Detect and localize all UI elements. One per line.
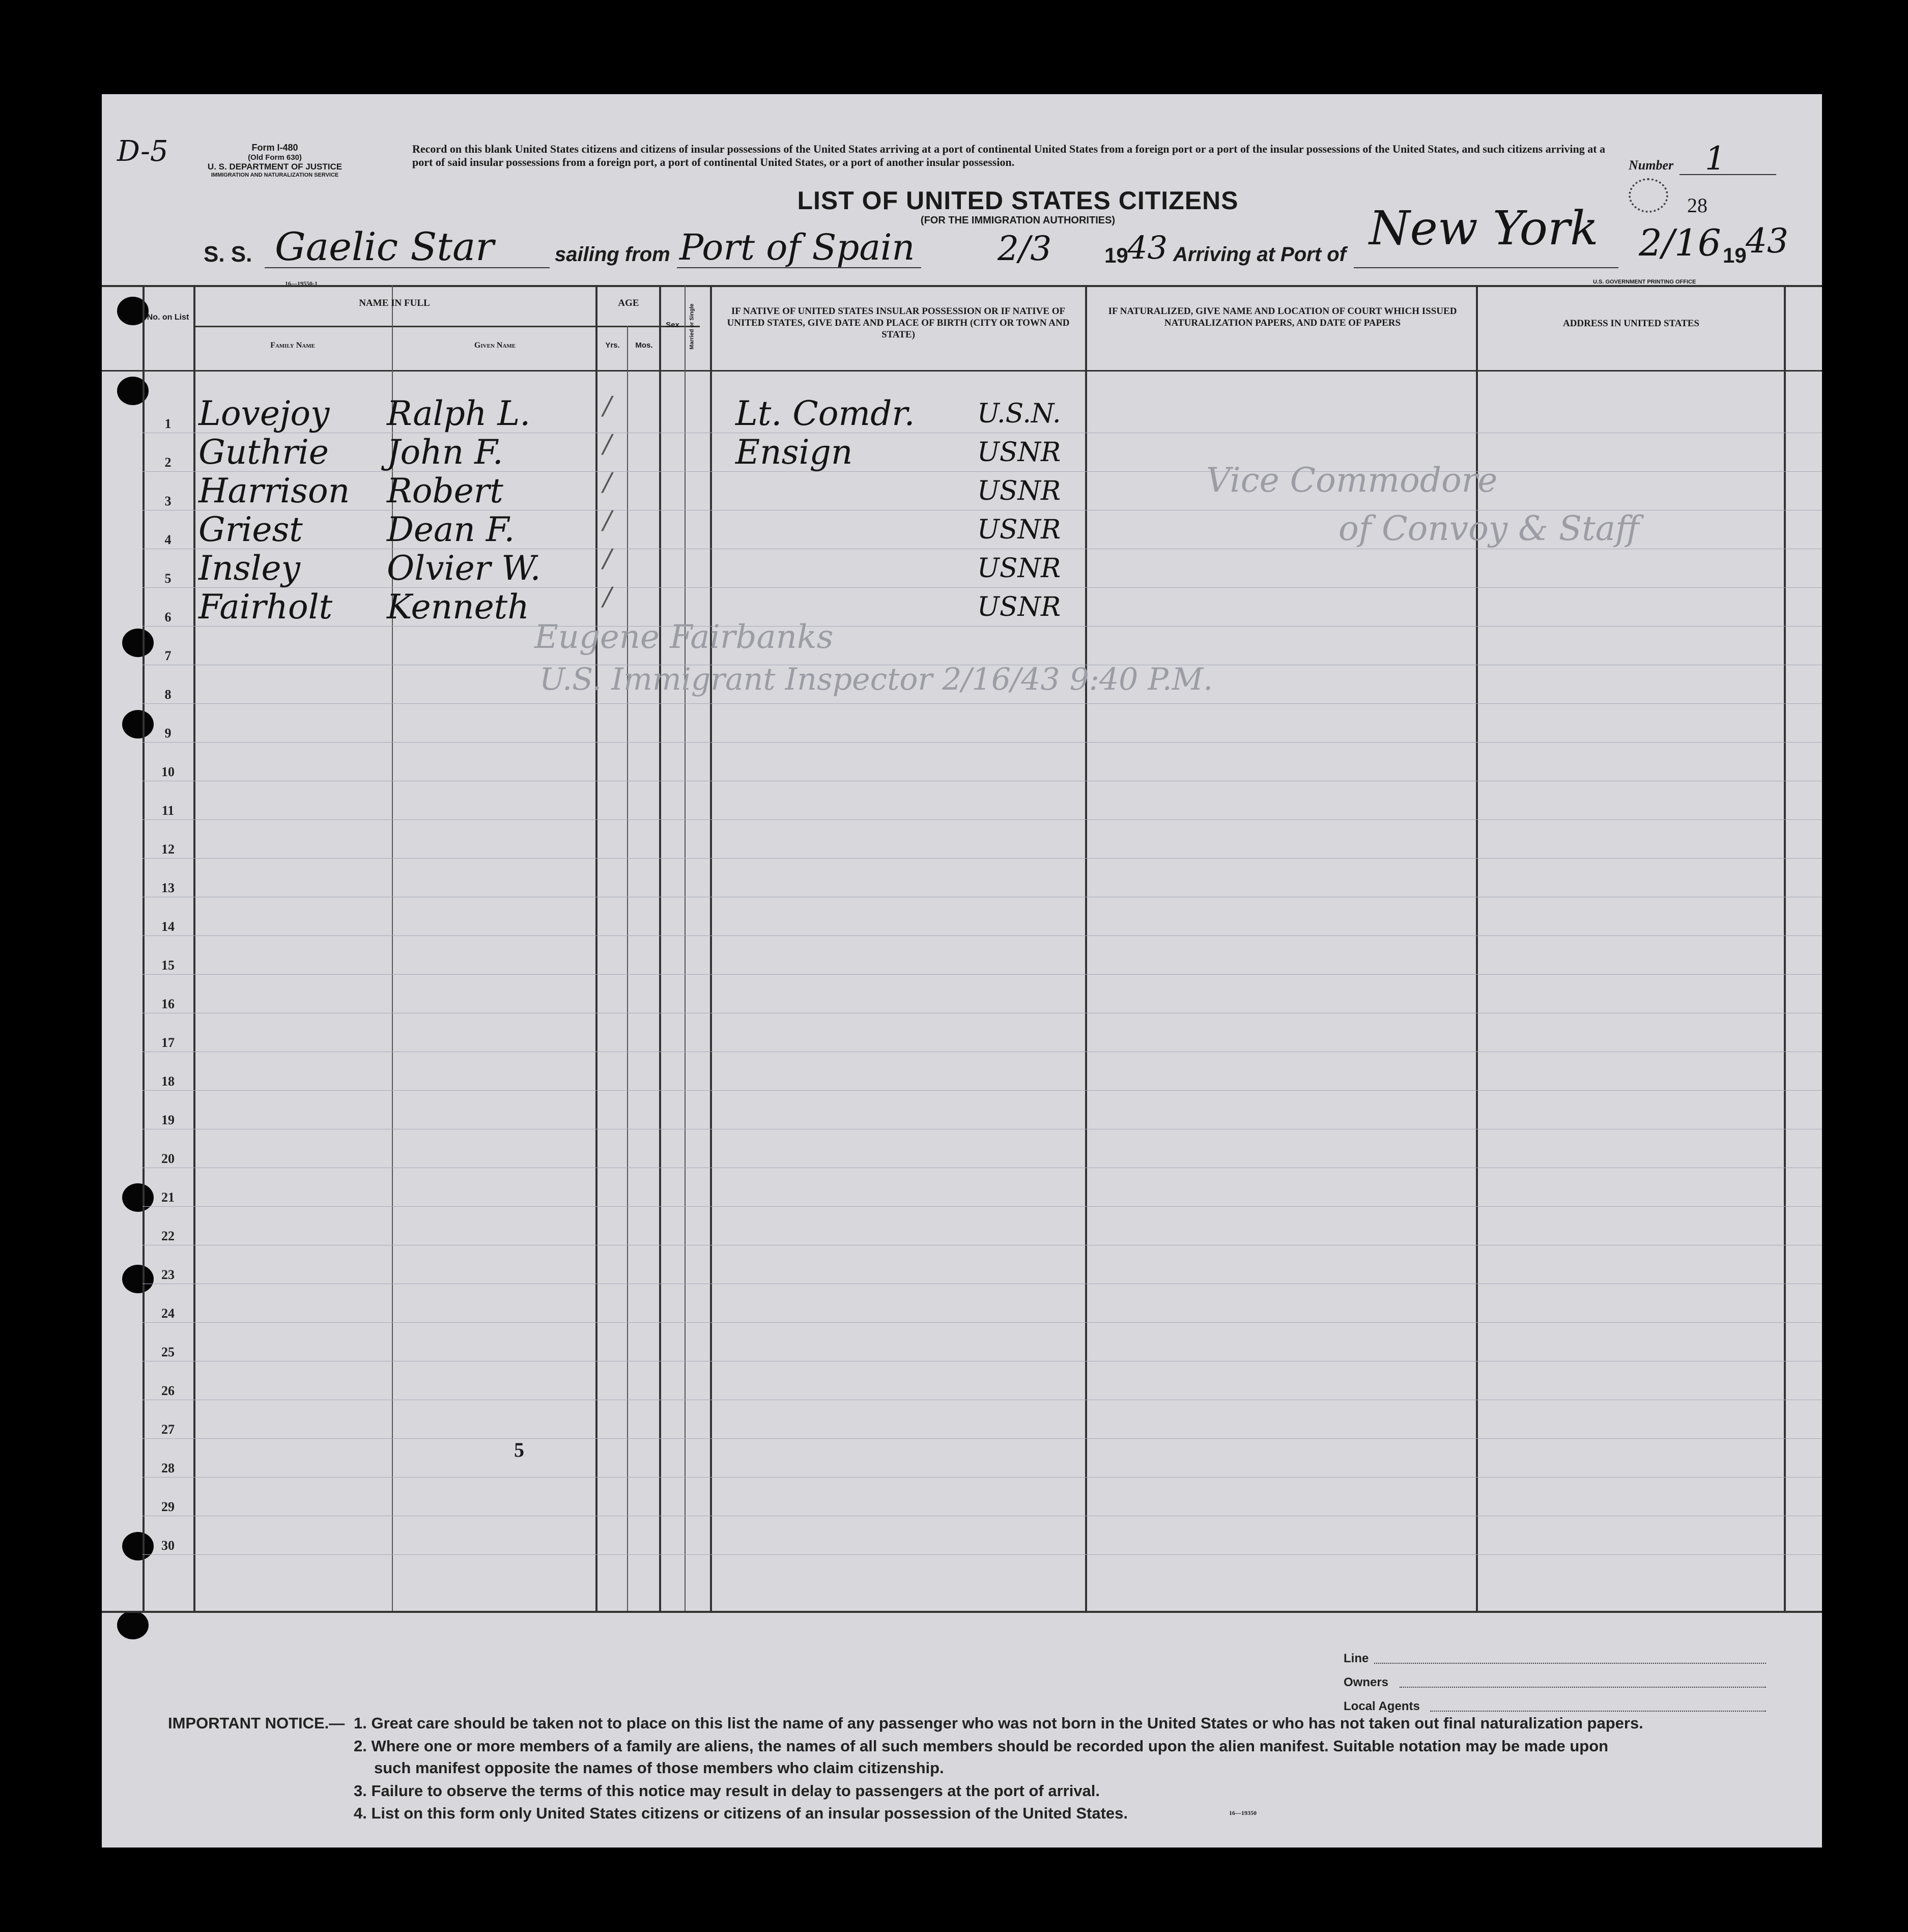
- departure-port-underline: [677, 267, 921, 268]
- service-cell: USNR: [977, 553, 1061, 584]
- corner-mark: D-5: [117, 135, 168, 168]
- service-cell: USNR: [977, 515, 1061, 545]
- col-divider: [1085, 285, 1087, 1611]
- number-label: Number: [1629, 158, 1674, 173]
- rank-cell: Ensign: [735, 433, 853, 472]
- department: U. S. DEPARTMENT OF JUSTICE: [207, 162, 343, 172]
- line-number: 17: [161, 1035, 175, 1050]
- notice-label: IMPORTANT NOTICE.—: [168, 1714, 345, 1732]
- departure-year: 43: [1127, 229, 1167, 266]
- col-header-address: ADDRESS IN UNITED STATES: [1562, 318, 1699, 329]
- line-number: 4: [164, 532, 172, 547]
- col-divider: [627, 326, 628, 1611]
- col-header-age: AGE: [618, 298, 639, 308]
- line-number: 23: [161, 1267, 175, 1282]
- instructions: Record on this blank United States citizens and citizens of insular possessions of the United States arriving at a port of continental United States from a foreign port or a port of the insular possessions of the United States, and such citizens arriving at a port of said insular possessions from a foreign port, a port of continental United States, or a port of another insular possession.: [412, 143, 1606, 168]
- line-number: 20: [161, 1151, 175, 1166]
- number-underline: [1679, 174, 1776, 175]
- line-number: 8: [164, 687, 172, 702]
- arrival-port-underline: [1354, 267, 1618, 268]
- row-rule: [143, 742, 1822, 743]
- punch-hole: [117, 1611, 149, 1639]
- col-divider: [710, 285, 712, 1611]
- table-bottom-rule: [102, 1611, 1822, 1613]
- sailing-from-label: sailing from: [555, 243, 670, 266]
- col-header-mos: Mos.: [635, 341, 653, 350]
- footer-code: 16—19350: [1229, 1809, 1257, 1816]
- family-name-cell: Lovejoy: [198, 394, 330, 433]
- print-code: 16—19550-1: [285, 280, 318, 287]
- inspector-name: Eugene Fairbanks: [534, 618, 834, 656]
- col-divider: [143, 285, 145, 1611]
- agents-label: Local Agents: [1344, 1699, 1420, 1713]
- page-title: LIST OF UNITED STATES CITIZENS: [797, 186, 1239, 215]
- col-divider: [1784, 285, 1786, 1611]
- row-rule: [143, 1090, 1822, 1091]
- line-number: 28: [161, 1461, 175, 1475]
- notice-2b: such manifest opposite the names of those members who claim citizenship.: [374, 1759, 944, 1777]
- owners-field: [1400, 1687, 1766, 1688]
- page-subtitle: (FOR THE IMMIGRATION AUTHORITIES): [920, 215, 1116, 226]
- notice-3: 3. Failure to observe the terms of this notice may result in delay to passengers at the port of arrival.: [354, 1782, 1100, 1800]
- line-number: 10: [161, 764, 175, 779]
- line-number: 1: [164, 416, 172, 431]
- line-number: 21: [161, 1190, 175, 1205]
- row-rule: [143, 1438, 1822, 1439]
- ship-name: Gaelic Star: [275, 224, 494, 269]
- service-cell: USNR: [977, 476, 1061, 506]
- row-rule: [143, 703, 1822, 704]
- departure-port: Port of Spain: [679, 226, 915, 268]
- col-divider: [595, 285, 597, 1611]
- row-rule: [143, 819, 1822, 820]
- service-name: IMMIGRATION AND NATURALIZATION SERVICE: [211, 172, 339, 178]
- manifest-sheet: [102, 94, 1822, 1848]
- line-number: 5: [164, 571, 172, 586]
- notice-4: 4. List on this form only United States citizens or citizens of an insular possession of the United States.: [354, 1804, 1128, 1822]
- given-name-cell: Dean F.: [387, 510, 515, 549]
- arrival-year: 43: [1746, 221, 1788, 261]
- line-number: 6: [164, 610, 172, 624]
- line-number: 19: [161, 1113, 175, 1127]
- notice-1: 1. Great care should be taken not to place on this list the name of any passenger who was not born in the United States or who has not taken out final naturalization papers.: [354, 1714, 1643, 1732]
- col-header-yrs: Yrs.: [605, 341, 620, 350]
- line-number: 16: [161, 997, 175, 1011]
- table-top-rule: [102, 285, 1822, 287]
- line-number: 26: [161, 1383, 175, 1398]
- line-number: 14: [161, 919, 175, 934]
- line-number: 2: [164, 455, 172, 470]
- stamp-dots: [1629, 178, 1668, 213]
- given-name-cell: Olvier W.: [387, 549, 541, 588]
- ship-underline: [265, 267, 550, 268]
- col-divider: [659, 285, 661, 1611]
- ss-label: S. S.: [204, 242, 252, 267]
- name-subheader-rule: [193, 326, 700, 327]
- family-name-cell: Fairholt: [198, 587, 333, 627]
- row-rule: [143, 1322, 1822, 1323]
- line-number: 3: [164, 494, 172, 508]
- family-name-cell: Griest: [198, 510, 303, 549]
- address-annotation-1: Vice Commodore: [1206, 461, 1498, 500]
- line-number: 18: [161, 1074, 175, 1089]
- arrival-port: New York: [1369, 201, 1599, 255]
- line-number: 24: [161, 1306, 175, 1321]
- given-name-cell: Robert: [387, 471, 503, 510]
- service-cell: USNR: [977, 592, 1061, 622]
- line-number: 9: [164, 726, 172, 741]
- service-cell: USNR: [977, 437, 1061, 468]
- stamp-number: 28: [1687, 194, 1707, 217]
- departure-date: 2/3: [998, 229, 1052, 268]
- family-name-cell: Guthrie: [198, 433, 329, 472]
- line-number: 27: [161, 1422, 175, 1437]
- row-rule: [143, 1206, 1822, 1207]
- number-value: 1: [1705, 140, 1726, 178]
- arrival-year-prefix: 19: [1723, 243, 1747, 267]
- rank-cell: Lt. Comdr.: [735, 394, 915, 433]
- col-header-married: Married or Single: [689, 303, 695, 350]
- line-number: 25: [161, 1345, 175, 1359]
- col-divider: [193, 285, 195, 1611]
- col-header-family: Family Name: [270, 341, 315, 350]
- line-number: 13: [161, 880, 175, 895]
- family-name-cell: Harrison: [198, 471, 350, 510]
- col-header-insular: IF NATIVE OF UNITED STATES INSULAR POSSESSION OR IF NATIVE OF UNITED STATES, GIVE DATE AND PLACE OF BIRTH (CITY OR TOWN AND STATE): [727, 306, 1070, 340]
- form-number: Form I-480: [251, 143, 298, 153]
- col-header-given: Given Name: [474, 341, 516, 350]
- col-divider: [685, 285, 686, 1611]
- line-field: [1374, 1663, 1766, 1664]
- row-rule: [143, 1554, 1822, 1555]
- col-header-naturalized: IF NATURALIZED, GIVE NAME AND LOCATION OF COURT WHICH ISSUED NATURALIZATION PAPERS, AND DATE OF PAPERS: [1108, 306, 1457, 328]
- row-rule: [143, 974, 1822, 975]
- row-rule: [143, 935, 1822, 936]
- given-name-cell: Kenneth: [387, 587, 529, 627]
- old-form: (Old Form 630): [248, 153, 302, 162]
- service-cell: U.S.N.: [977, 399, 1061, 429]
- header-rule: [102, 370, 1822, 372]
- col-header-name: NAME IN FULL: [359, 298, 430, 308]
- notice-2: 2. Where one or more members of a family are aliens, the names of all such members should be recorded upon the alien manifest. Suitable notation may be made upon: [354, 1737, 1609, 1755]
- page-mark: 5: [514, 1438, 524, 1461]
- address-annotation-2: of Convoy & Staff: [1339, 509, 1639, 548]
- col-header-sex: Sex: [666, 321, 679, 329]
- owners-label: Owners: [1344, 1675, 1389, 1689]
- number-field: [1629, 140, 1776, 178]
- line-number: 12: [161, 842, 175, 857]
- given-name-cell: Ralph L.: [387, 394, 531, 433]
- age-ticks: / / / / / /: [603, 391, 612, 611]
- arrival-date: 2/16: [1639, 221, 1721, 264]
- line-number: 15: [161, 958, 175, 973]
- line-number: 11: [161, 803, 175, 818]
- arriving-label: Arriving at Port of: [1173, 243, 1347, 266]
- inspector-line: U.S. Immigrant Inspector 2/16/43 9:40 P.M.: [539, 662, 1213, 697]
- given-name-cell: John F.: [387, 433, 503, 472]
- col-header-no: No. on List: [147, 313, 189, 322]
- line-number: 7: [164, 648, 172, 663]
- line-number: 30: [161, 1538, 175, 1553]
- departure-year-prefix: 19: [1104, 243, 1128, 267]
- line-number: 22: [161, 1229, 175, 1243]
- printing-office: U.S. GOVERNMENT PRINTING OFFICE: [1593, 279, 1696, 285]
- line-label: Line: [1344, 1652, 1369, 1665]
- line-number: 29: [161, 1499, 175, 1514]
- family-name-cell: Insley: [198, 549, 300, 588]
- form-id-block: [193, 143, 356, 178]
- row-rule: [143, 858, 1822, 859]
- agents-field: [1430, 1711, 1766, 1712]
- row-rule: [143, 1477, 1822, 1478]
